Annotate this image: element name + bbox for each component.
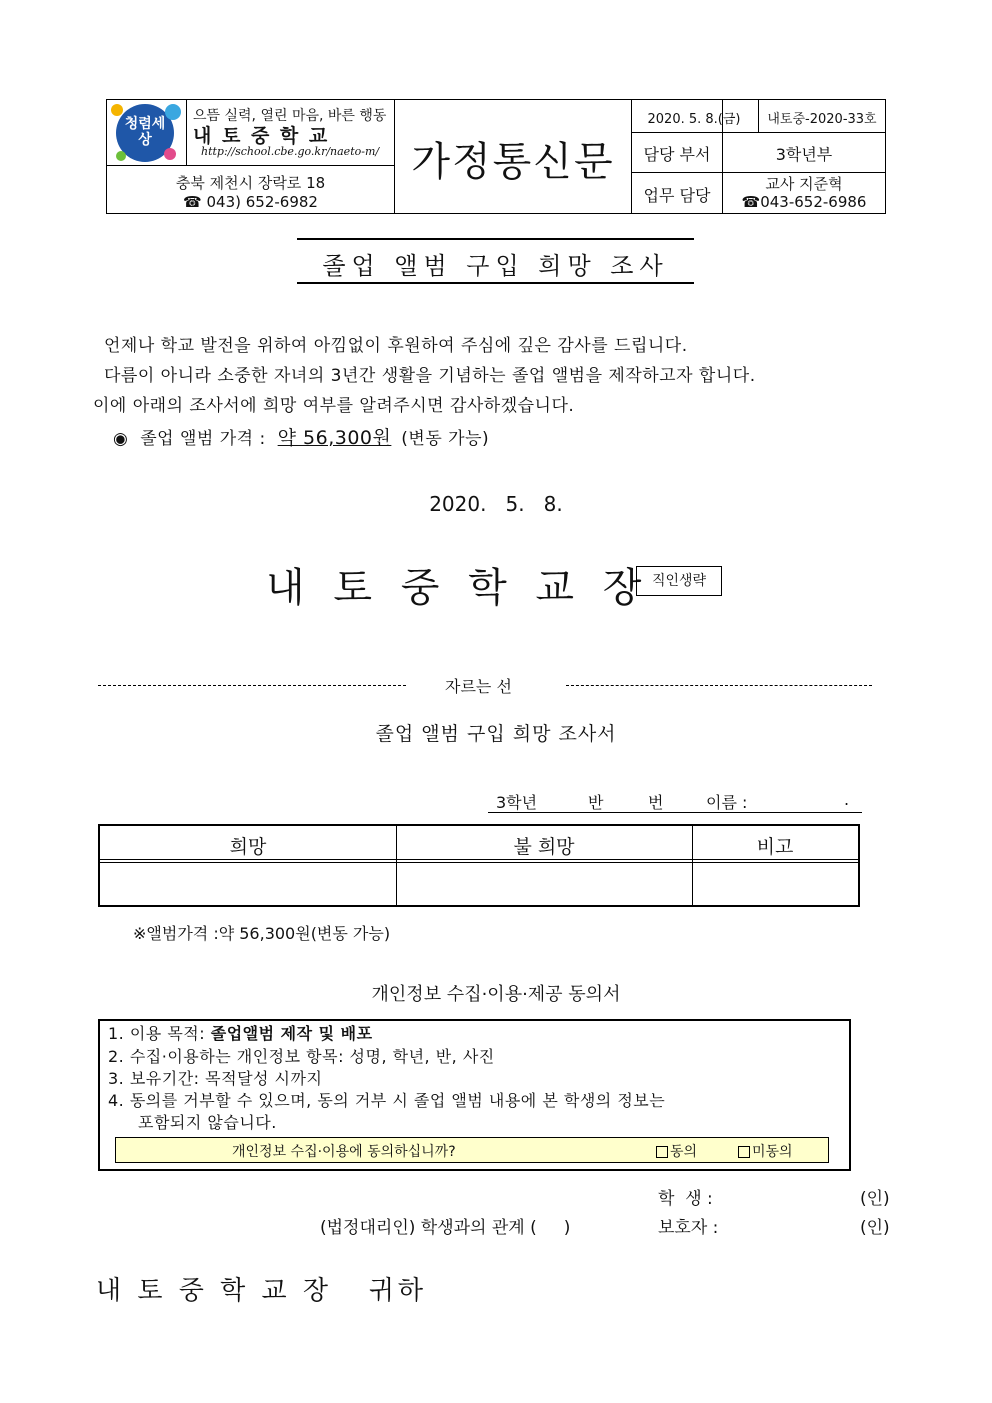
cut-line-right (566, 685, 872, 686)
table-header-want: 희망 (229, 836, 267, 858)
addressee: 내 토 중 학 교 장 귀하 (96, 1276, 428, 1306)
school-address-cell (107, 166, 394, 213)
staff-phone: ☎043-652-6986 (741, 193, 867, 211)
price-note: (변동 가능) (401, 429, 490, 449)
school-phone: ☎ 043) 652-6982 (183, 193, 318, 211)
newsletter-title-cell (395, 100, 632, 213)
bullet-icon: ◉ (113, 429, 129, 449)
guardian-seal: (인) (860, 1218, 890, 1238)
consent-question-bar (115, 1137, 829, 1163)
remarks-cell[interactable] (693, 863, 858, 905)
school-name: 내 토 중 학 교 (193, 125, 330, 147)
cut-line-label: 자르는 선 (445, 677, 512, 696)
cut-line-left (98, 685, 406, 686)
price-label: 졸업 앨범 가격 : (140, 429, 266, 449)
number-label: 번 (648, 793, 664, 812)
notice-title: 졸업 앨범 구입 희망 조사 (322, 252, 669, 280)
disagree-option[interactable] (738, 1141, 793, 1161)
class-label: 반 (588, 793, 604, 812)
consent-item-1-purpose: 졸업앨범 제작 및 배포 (210, 1024, 373, 1043)
disagree-checkbox-icon[interactable] (738, 1146, 750, 1158)
dept-label: 담당 부서 (643, 145, 711, 164)
price-line (113, 423, 489, 450)
price-value: 약 56,300원 (277, 427, 392, 449)
document-date: 2020. 5. 8.(금) (647, 112, 741, 127)
school-info-cell (187, 100, 394, 166)
seal-omitted-badge: 직인생략 (636, 566, 722, 596)
notice-date: 2020. 5. 8. (429, 492, 563, 516)
logo-text: 청렴세상 (124, 116, 166, 148)
album-price-note: ※앨범가격 :약 56,300원(변동 가능) (133, 924, 391, 943)
consent-title: 개인정보 수집·이용·제공 동의서 (371, 984, 621, 1005)
want-cell[interactable] (100, 863, 396, 905)
consent-item-1 (108, 1021, 373, 1044)
consent-item-2: 2. 수집·이용하는 개인정보 항목: 성명, 학년, 반, 사진 (108, 1047, 495, 1066)
student-sign-label: 학 생 : (658, 1189, 713, 1209)
logo-cell (107, 100, 187, 166)
name-label: 이름 : (706, 793, 748, 812)
staff-name: 교사 지준혁 (765, 175, 843, 193)
not-want-cell[interactable] (397, 863, 692, 905)
notice-line-1: 언제나 학교 발전을 위하여 아낌없이 후원하여 주심에 깊은 감사를 드립니다. (104, 336, 688, 356)
notice-title-box (297, 238, 694, 284)
notice-line-3: 이에 아래의 조사서에 희망 여부를 알려주시면 감사하겠습니다. (93, 396, 575, 416)
newsletter-title: 가정통신문 (411, 139, 615, 185)
document-number: 내토중-2020-33호 (767, 112, 877, 127)
disagree-label: 미동의 (752, 1144, 793, 1160)
consent-item-3: 3. 보유기간: 목적달성 시까지 (108, 1069, 323, 1088)
student-info-line (488, 790, 862, 813)
student-seal: (인) (860, 1189, 890, 1209)
staff-label: 업무 담당 (643, 186, 711, 205)
guardian-sign-label: 보호자 : (658, 1218, 719, 1238)
dept-value: 3학년부 (775, 145, 833, 164)
school-address: 충북 제천시 장락로 18 (175, 174, 326, 192)
guardian-relation: (법정대리인) 학생과의 관계 ( ) (320, 1218, 571, 1238)
table-header-remarks: 비고 (756, 836, 794, 858)
notice-line-2: 다름이 아니라 소중한 자녀의 3년간 생활을 기념하는 졸업 앨범을 제작하고자 합니다. (104, 366, 756, 386)
agree-label: 동의 (670, 1144, 698, 1160)
consent-item-4-cont: 포함되지 않습니다. (138, 1113, 277, 1132)
letterhead (106, 99, 886, 214)
school-website: http://school.cbe.go.kr/naeto-m/ (201, 145, 380, 158)
table-header-not-want: 불 희망 (513, 836, 575, 858)
name-end: . (844, 790, 850, 809)
survey-table (98, 824, 860, 907)
school-motto: 으뜸 실력, 열린 마음, 바른 행동 (193, 108, 387, 124)
consent-item-1-label: 1. 이용 목적: (108, 1024, 211, 1043)
agree-checkbox-icon[interactable] (656, 1146, 668, 1158)
grade-label: 3학년 (496, 793, 538, 812)
consent-question: 개인정보 수집·이용에 동의하십니까? (232, 1144, 456, 1160)
principal-title: 내 토 중 학 교 장 (266, 565, 650, 611)
form-title: 졸업 앨범 구입 희망 조사서 (375, 723, 617, 745)
document-info-grid (632, 100, 886, 213)
consent-item-4: 4. 동의를 거부할 수 있으며, 동의 거부 시 졸업 앨범 내용에 본 학생의 정보는 (108, 1091, 666, 1110)
agree-option[interactable] (656, 1141, 697, 1161)
